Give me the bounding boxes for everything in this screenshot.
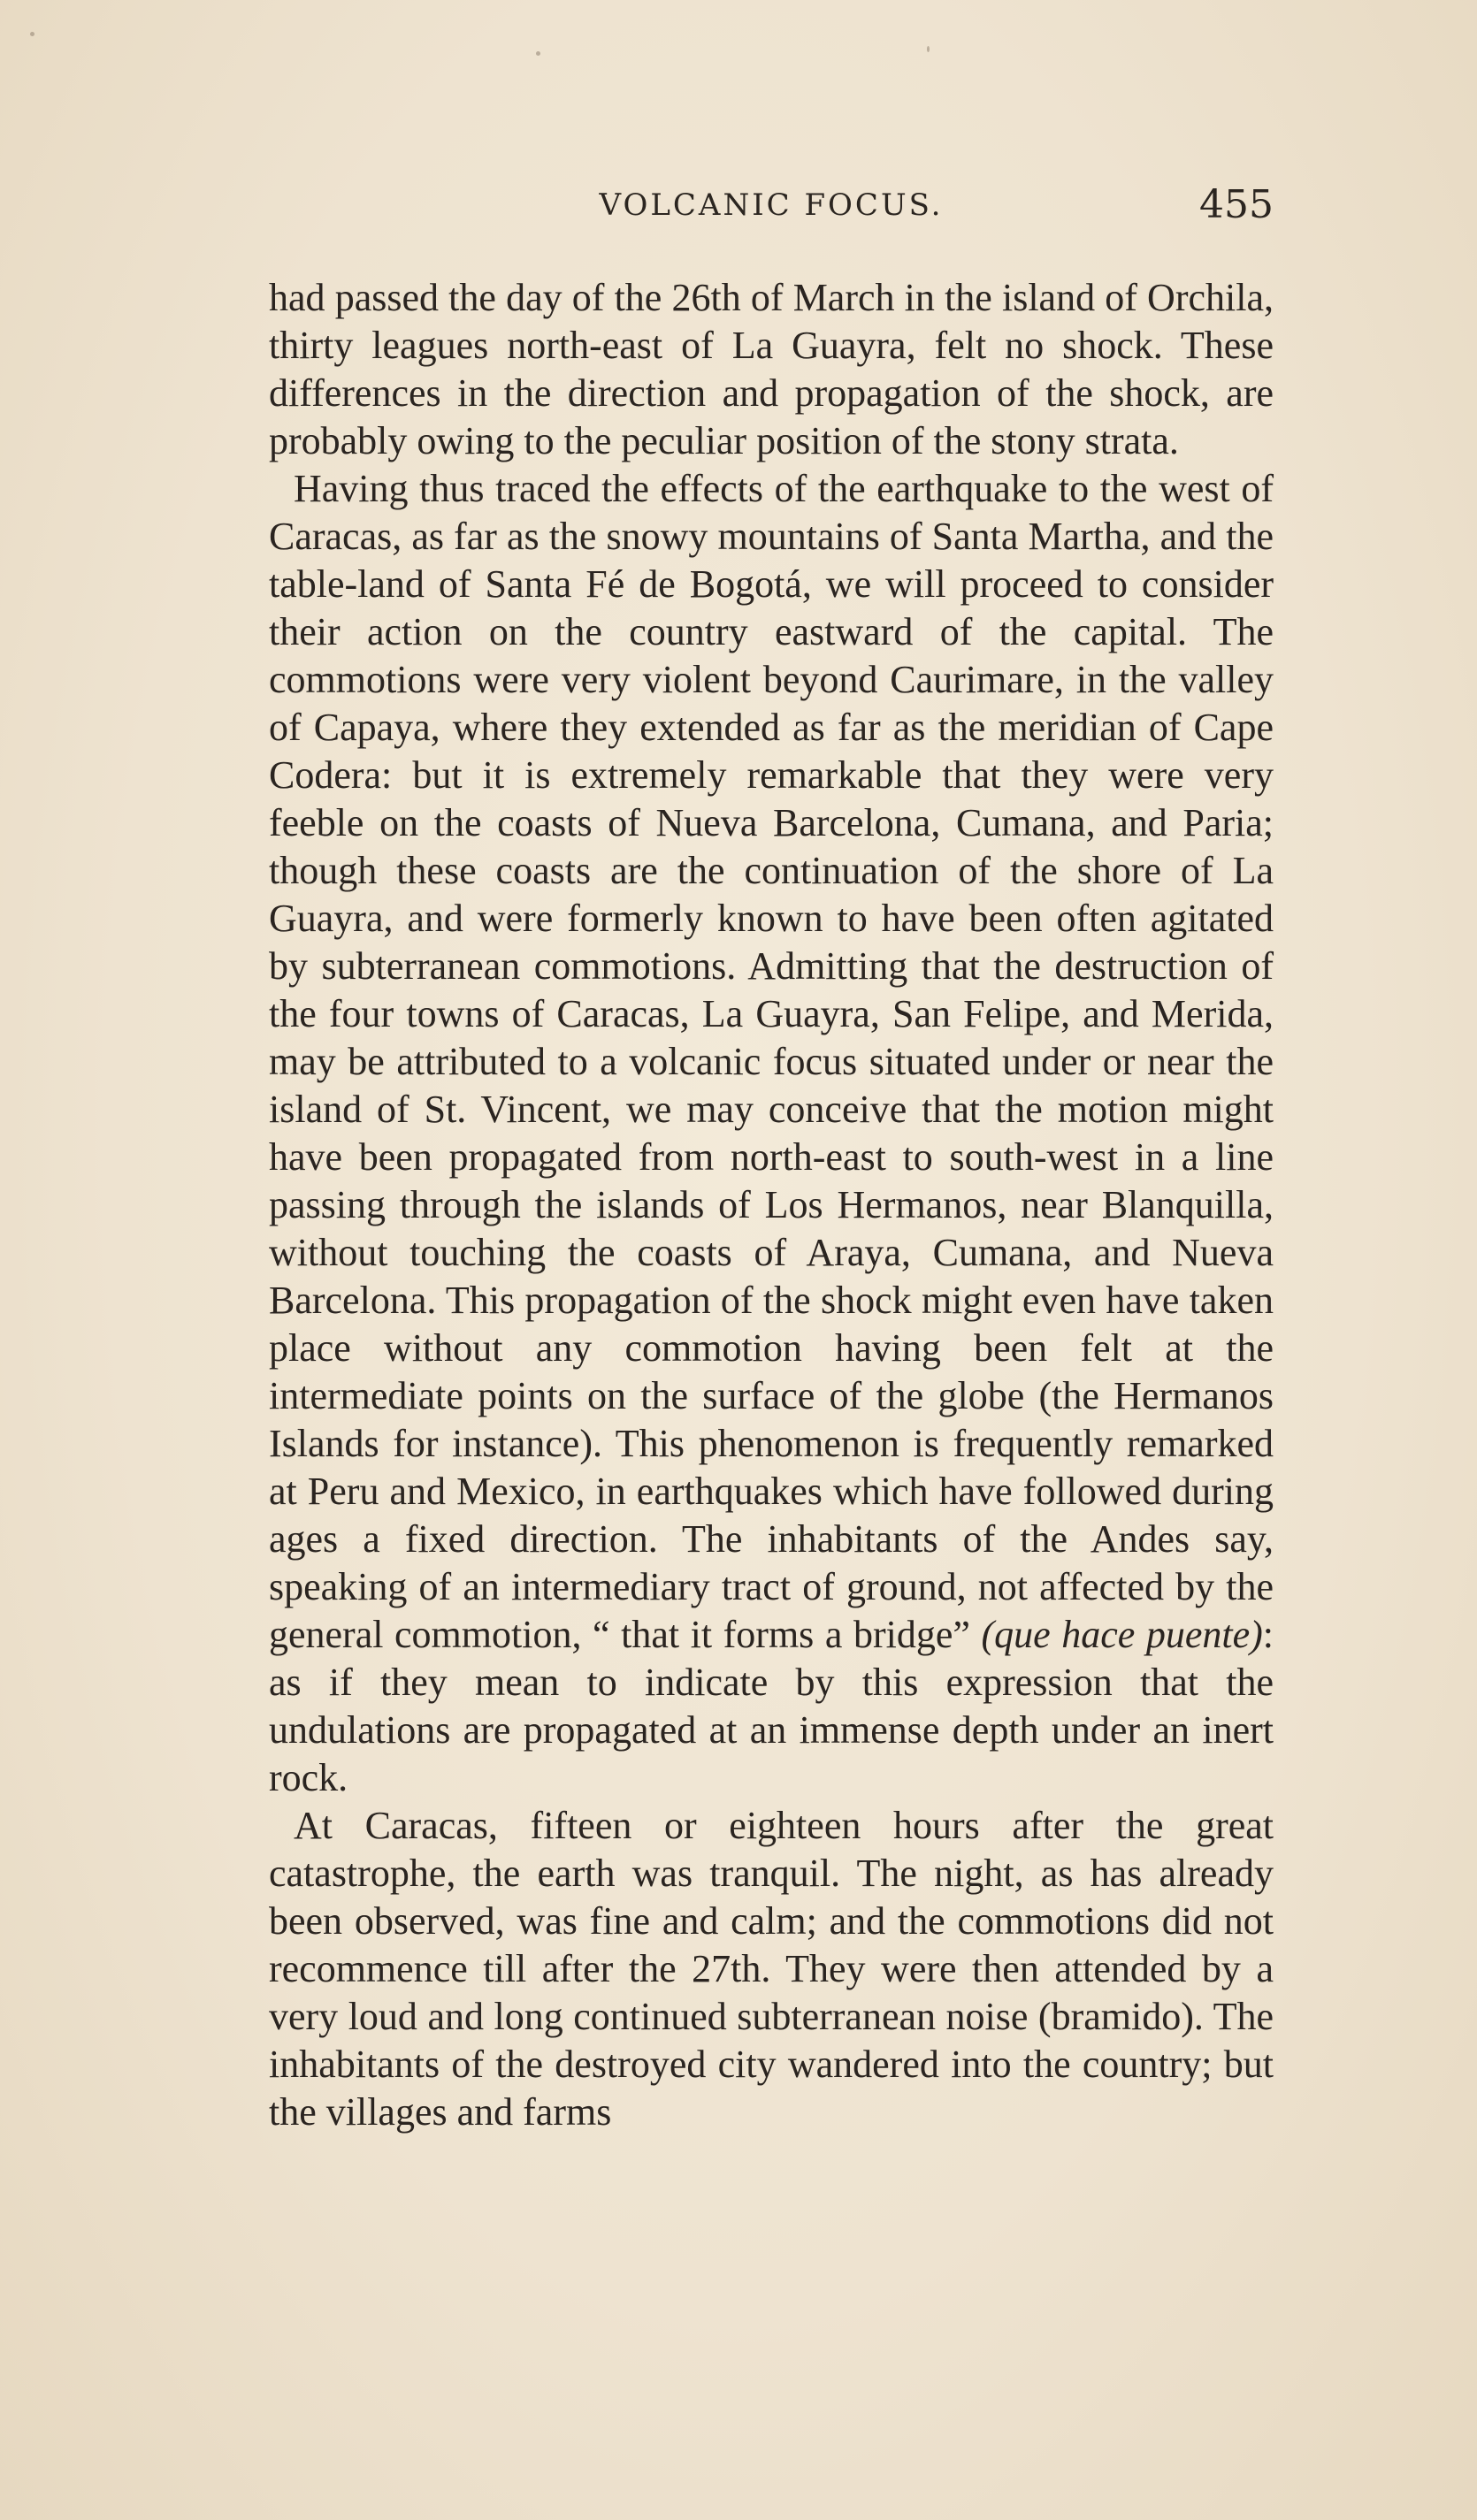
paragraph-1: had passed the day of the 26th of March in the island of Orchila, thirty leagues north-east of La Guayra, felt no shock. These differences in the direction and propagation of the shock, are probably owing to the peculiar position of the stony strata. [269, 276, 1274, 462]
paragraph-2-italic: (que hace puente) [981, 1613, 1263, 1656]
paper-speck [536, 51, 540, 56]
paragraph-3: At Caracas, fifteen or eighteen hours after the great catastrophe, the earth was tranquil. The night, as has already been observed, was fine and calm; and the commotions did not recommence till after the 27th. They were then attended by a very loud and long continued subterranean noise (bramido). The inhabitants of the destroyed city wandered into the country; but the villages and farms [269, 1804, 1274, 2134]
page-number: 455 [1199, 182, 1274, 227]
paragraph-2-text: Having thus traced the effects of the earthquake to the west of Caracas, as far as the snowy mountains of Santa Martha, and the table-land of Santa Fé de Bogotá, we will proceed to consider their action on the country eastward of the capital. The commotions were very violent beyond Caurimare, in the valley of Capaya, where they extended as far as the meridian of Cape Codera: but it is extremely remarkable that they were very feeble on the coasts of Nueva Barcelona, Cumana, and Paria; though these coasts are the continuation of the shore of La Guayra, and were formerly known to have been often agitated by subterranean commotions. Admitting that the destruction of the four towns of Caracas, La Guayra, San Felipe, and Merida, may be attributed to a volcanic focus situated under or near the island of St. Vincent, we may conceive that the motion might have been propagated from north-east to south-west in a line passing through the islands of Los Hermanos, near Blanquilla, without touching the coasts of Araya, Cumana, and Nueva Barcelona. This propagation of the shock might even have taken place without any commotion having been felt at the intermediate points on the surface of the globe (the Hermanos Islands for instance). This phenomenon is frequently remarked at Peru and Mexico, in earthquakes which have followed during ages a fixed direction. The inhabitants of the Andes say, speaking of an intermediary tract of ground, not affected by the general commotion, “ that it forms a bridge” [269, 467, 1274, 1656]
running-title: VOLCANIC FOCUS. [599, 187, 944, 223]
paragraph-2-tail: : as if they mean to indicate by this expression that the undulations are propagated at an immense depth under an inert rock. [269, 1613, 1274, 1799]
paper-speck [30, 32, 34, 36]
body-text [269, 274, 1274, 2136]
paragraph-2 [269, 465, 1274, 1802]
page-header [269, 182, 1274, 241]
paper-speck [927, 46, 930, 52]
